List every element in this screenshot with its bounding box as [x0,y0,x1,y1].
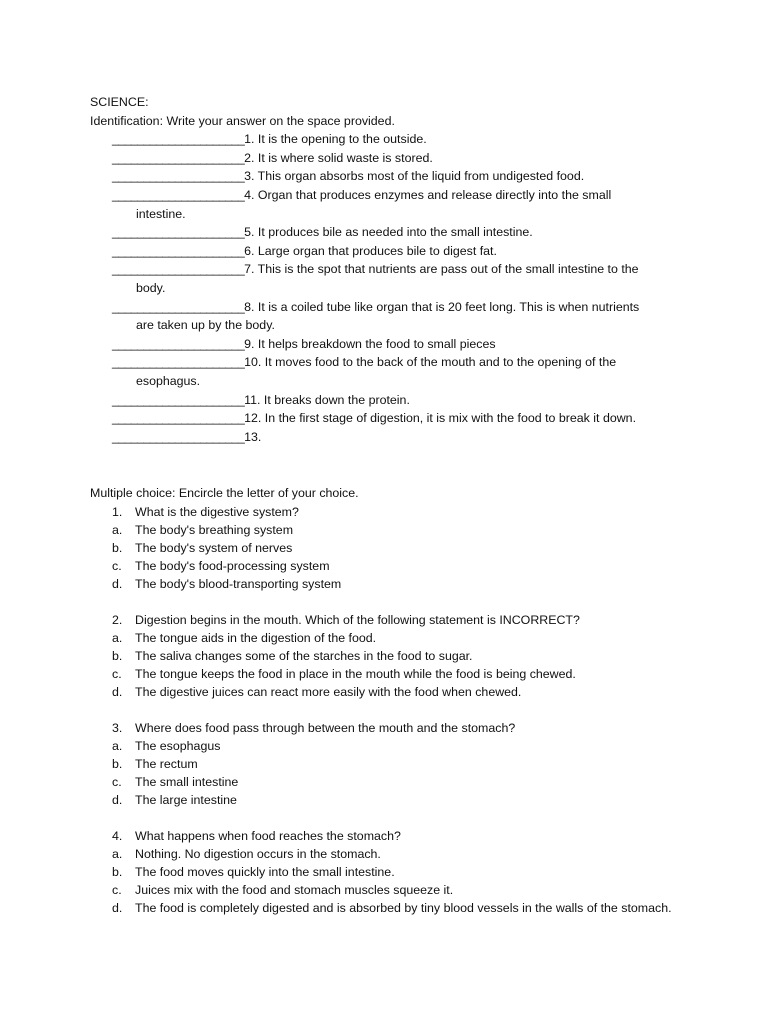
option-letter[interactable]: b. [112,864,123,879]
option-c[interactable] [90,773,690,791]
identification-text: 2. It is where solid waste is stored. [244,150,433,165]
question-text: Digestion begins in the mouth. Which of the following statement is INCORRECT? [135,612,580,627]
subject-heading: SCIENCE: [90,95,149,109]
mc-question-4 [90,827,690,917]
option-text: The tongue aids in the digestion of the food. [135,630,377,645]
mc-question-2 [90,611,690,701]
option-a[interactable] [90,845,690,863]
option-d[interactable] [90,683,690,701]
answer-blank[interactable]: _____________________ [112,225,245,240]
section-gap [90,446,690,484]
option-letter[interactable]: c. [112,882,122,897]
option-b[interactable] [90,539,690,557]
option-letter[interactable]: c. [112,666,122,681]
option-text: The small intestine [135,774,239,789]
answer-blank[interactable]: _____________________ [112,299,245,314]
option-letter[interactable]: b. [112,756,123,771]
identification-instruction-text: Write your answer on the space provided. [166,113,395,128]
identification-item [90,298,690,335]
identification-text: 4. Organ that produces enzymes and release directly into the small [244,187,612,202]
identification-item [90,186,690,223]
identification-item [90,223,690,242]
identification-instruction [90,112,690,131]
option-d[interactable] [90,899,690,917]
identification-list [90,130,690,446]
option-text: The rectum [135,756,198,771]
identification-continuation: body. [136,280,166,295]
question-text: What happens when food reaches the stomach? [135,828,401,843]
identification-item [90,260,690,297]
option-text: Nothing. No digestion occurs in the stomach. [135,846,381,861]
option-text: The body's system of nerves [135,540,293,555]
answer-blank[interactable]: _____________________ [112,262,245,277]
option-b[interactable] [90,755,690,773]
identification-item [90,353,690,390]
option-b[interactable] [90,863,690,881]
answer-blank[interactable]: _____________________ [112,392,245,407]
question-number: 2. [112,612,123,627]
option-a[interactable] [90,521,690,539]
option-letter[interactable]: b. [112,648,123,663]
mc-question-1 [90,503,690,593]
question-number: 4. [112,828,123,843]
answer-blank[interactable]: _____________________ [112,169,245,184]
option-text: Juices mix with the food and stomach muscles squeeze it. [135,882,454,897]
identification-continuation: intestine. [136,206,186,221]
identification-item [90,149,690,168]
option-letter[interactable]: a. [112,630,123,645]
answer-blank[interactable]: _____________________ [112,132,245,147]
option-text: The food moves quickly into the small intestine. [135,864,395,879]
option-letter[interactable]: a. [112,522,123,537]
option-a[interactable] [90,737,690,755]
identification-text: 3. This organ absorbs most of the liquid from undigested food. [244,169,585,184]
identification-text: 13. [244,429,262,444]
answer-blank[interactable]: _____________________ [112,411,245,426]
identification-text: 10. It moves food to the back of the mouth and to the opening of the [244,355,617,370]
identification-item [90,167,690,186]
identification-text: 8. It is a coiled tube like organ that is 20 feet long. This is when nutrients [244,299,640,314]
option-text: The saliva changes some of the starches in the food to sugar. [135,648,473,663]
identification-item [90,242,690,261]
option-c[interactable] [90,881,690,899]
answer-blank[interactable]: _____________________ [112,429,245,444]
option-letter[interactable]: c. [112,558,122,573]
identification-item [90,409,690,428]
option-letter[interactable]: d. [112,576,123,591]
question-row [90,611,690,629]
option-letter[interactable]: a. [112,846,123,861]
option-text: The body's breathing system [135,522,294,537]
option-letter[interactable]: a. [112,738,123,753]
answer-blank[interactable]: _____________________ [112,355,245,370]
question-text: Where does food pass through between the mouth and the stomach? [135,720,516,735]
identification-text: 1. It is the opening to the outside. [244,132,427,147]
identification-text: 6. Large organ that produces bile to digest fat. [244,243,497,258]
answer-blank[interactable]: _____________________ [112,187,245,202]
question-text: What is the digestive system? [135,504,299,519]
multiple-choice-instruction: Multiple choice: Encircle the letter of your choice. [90,486,359,501]
identification-text: 5. It produces bile as needed into the small intestine. [244,225,533,240]
option-b[interactable] [90,647,690,665]
mc-question-3 [90,719,690,809]
answer-blank[interactable]: _____________________ [112,243,245,258]
option-letter[interactable]: d. [112,792,123,807]
option-text: The food is completely digested and is absorbed by tiny blood vessels in the walls of the stomach. [135,900,672,915]
option-text: The body's food-processing system [135,558,330,573]
option-c[interactable] [90,557,690,575]
worksheet-content [90,93,690,917]
answer-blank[interactable]: _____________________ [112,150,245,165]
option-text: The digestive juices can react more easily with the food when chewed. [135,684,522,699]
option-d[interactable] [90,791,690,809]
identification-item [90,335,690,354]
option-letter[interactable]: b. [112,540,123,555]
identification-text: 12. In the first stage of digestion, it is mix with the food to break it down. [244,411,637,426]
question-number: 1. [112,504,123,519]
option-c[interactable] [90,665,690,683]
question-row [90,827,690,845]
option-text: The body's blood-transporting system [135,576,342,591]
identification-item [90,428,690,447]
option-a[interactable] [90,629,690,647]
identification-item [90,130,690,149]
answer-blank[interactable]: _____________________ [112,336,245,351]
identification-text: 11. It breaks down the protein. [244,392,410,407]
option-letter[interactable]: d. [112,900,123,915]
identification-continuation: are taken up by the body. [136,318,275,333]
question-row [90,719,690,737]
option-letter[interactable]: c. [112,774,122,789]
identification-text: 9. It helps breakdown the food to small pieces [244,336,496,351]
identification-text: 7. This is the spot that nutrients are pass out of the small intestine to the [244,262,639,277]
option-text: The esophagus [135,738,221,753]
question-row [90,503,690,521]
option-d[interactable] [90,575,690,593]
identification-item [90,391,690,410]
option-text: The large intestine [135,792,237,807]
option-letter[interactable]: d. [112,684,123,699]
identification-label: Identification: [90,113,164,128]
question-number: 3. [112,720,123,735]
identification-continuation: esophagus. [136,373,201,388]
option-text: The tongue keeps the food in place in the mouth while the food is being chewed. [135,666,576,681]
